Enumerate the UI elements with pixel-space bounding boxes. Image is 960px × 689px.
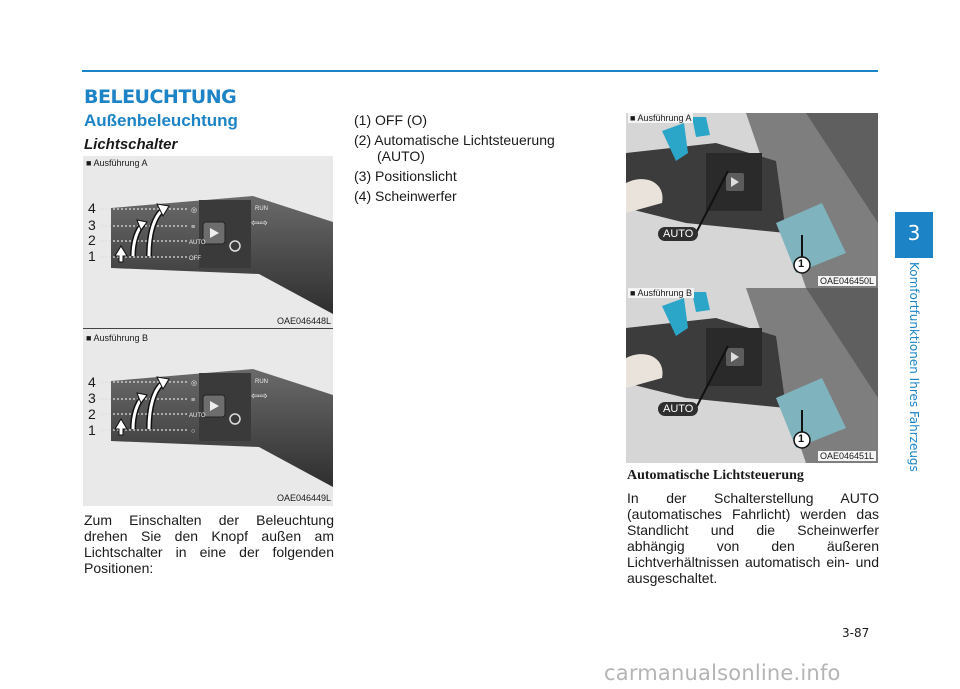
list-item xyxy=(354,188,555,204)
position-label-4: 4 xyxy=(88,374,96,390)
position-label-2: 2 xyxy=(88,232,96,248)
callout-number: 1 xyxy=(798,258,805,270)
figure-code: OAE046451L xyxy=(819,451,874,461)
figure-caption: ■ Ausführung A xyxy=(630,113,692,123)
auto-heading: Automatische Lichtsteuerung xyxy=(627,468,804,483)
page-number: 3-87 xyxy=(842,626,870,640)
position-label-1: 1 xyxy=(88,422,96,438)
figure-caption: ■ Ausführung A xyxy=(86,158,148,168)
position-label-3: 3 xyxy=(88,217,96,233)
figure-light-switch-b xyxy=(83,331,333,506)
svg-text:◎: ◎ xyxy=(191,380,198,387)
light-switch-diagram xyxy=(83,156,333,331)
chapter-title: Komfortfunktionen Ihres Fahrzeugs xyxy=(907,262,921,472)
list-item-text: (4) Scheinwerfer xyxy=(354,188,457,204)
light-switch-diagram xyxy=(83,331,333,506)
svg-text:≡: ≡ xyxy=(191,224,196,231)
auto-switch-photo xyxy=(626,288,878,463)
callout-number: 1 xyxy=(798,433,805,445)
auto-text: In der Schalterstellung AUTO (automatisches Fahrlicht) werden das Standlicht und die Scheinwerfer abhängig von den äußeren Lichtverhältnissen automatisch ein- und ausgeschaltet. xyxy=(627,490,879,586)
top-rule xyxy=(82,70,878,72)
list-item xyxy=(354,112,555,128)
list-item-text: (2) Automatische Lichtsteuerung xyxy=(354,132,555,148)
figure-code: OAE046450L xyxy=(819,276,874,286)
position-label-1: 1 xyxy=(88,248,96,264)
list-item-text: (3) Positionslicht xyxy=(354,168,457,184)
svg-text:OFF: OFF xyxy=(189,256,201,262)
svg-text:RUN: RUN xyxy=(255,206,268,212)
list-item xyxy=(354,168,555,184)
figure-caption: ■ Ausführung B xyxy=(630,288,692,298)
auto-badge: AUTO xyxy=(658,402,698,416)
svg-text:⇦⇨: ⇦⇨ xyxy=(251,391,268,402)
auto-badge: AUTO xyxy=(658,227,698,241)
watermark: carmanualsonline.info xyxy=(604,661,841,685)
position-label-2: 2 xyxy=(88,406,96,422)
figure-auto-photo-a xyxy=(626,113,878,288)
figure-code: OAE046448L xyxy=(276,316,331,326)
figure-light-switch-a xyxy=(83,156,333,331)
list-item-continuation: (AUTO) xyxy=(377,148,425,164)
svg-text:≡: ≡ xyxy=(191,397,196,404)
subsection-title: Außenbeleuchtung xyxy=(84,111,238,130)
section-title: BELEUCHTUNG xyxy=(84,86,237,108)
svg-text:AUTO: AUTO xyxy=(189,413,206,419)
chapter-side-label xyxy=(900,262,928,492)
auto-switch-photo xyxy=(626,113,878,288)
positions-list xyxy=(354,112,555,208)
svg-text:⇦⇨: ⇦⇨ xyxy=(251,218,268,229)
figure-auto-photo-b xyxy=(626,288,878,463)
svg-text:○: ○ xyxy=(191,428,196,435)
list-item xyxy=(354,132,555,164)
sub-heading: Lichtschalter xyxy=(84,136,178,153)
figure-code: OAE046449L xyxy=(276,493,331,503)
position-label-3: 3 xyxy=(88,390,96,406)
position-label-4: 4 xyxy=(88,200,96,216)
list-item-text: (1) OFF (O) xyxy=(354,112,428,128)
svg-text:RUN: RUN xyxy=(255,379,268,385)
intro-text: Zum Einschalten der Beleuchtung drehen Sie den Knopf außen am Lichtschalter in eine der folgenden Positionen: xyxy=(84,512,334,576)
figure-caption: ■ Ausführung B xyxy=(86,333,148,343)
figure-rule xyxy=(83,328,333,329)
svg-text:◎: ◎ xyxy=(191,207,198,214)
chapter-number: 3 xyxy=(907,221,921,245)
svg-text:AUTO: AUTO xyxy=(189,240,206,246)
